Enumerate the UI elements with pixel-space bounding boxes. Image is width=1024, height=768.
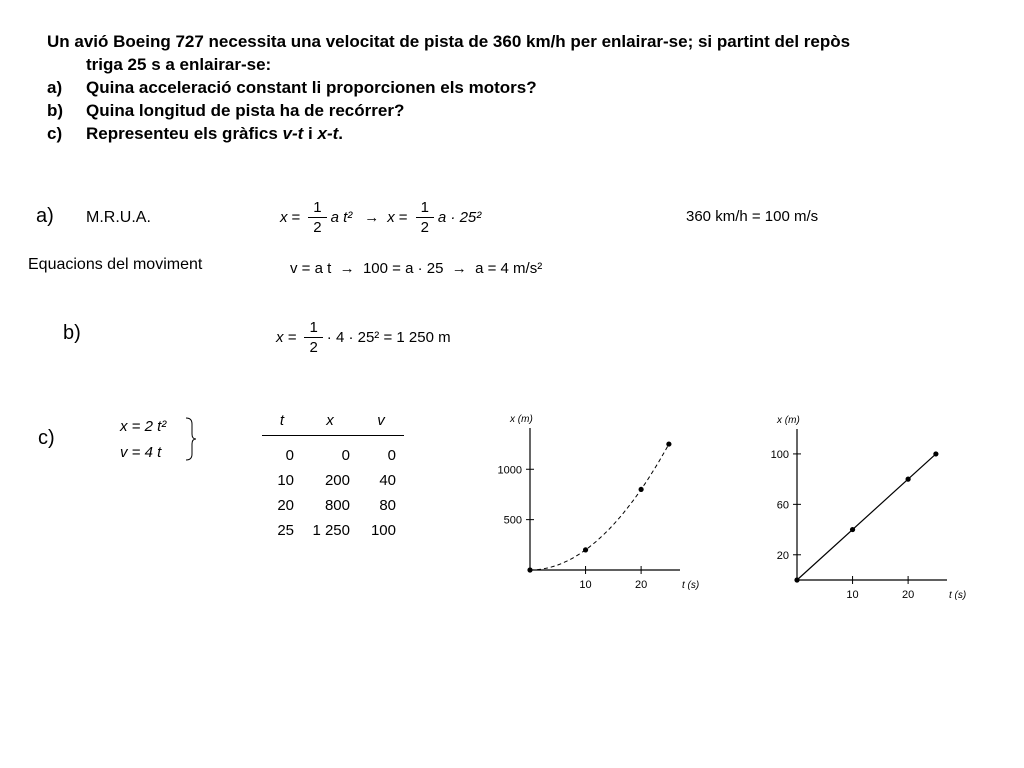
data-point: [933, 451, 938, 456]
movement-type: M.R.U.A.: [86, 209, 151, 226]
eq1-den: 2: [313, 219, 322, 236]
distance-equation: [276, 318, 455, 357]
eq1-fraction: [308, 198, 326, 237]
table-row: [262, 466, 404, 491]
data-point: [639, 487, 644, 492]
table-cell: 10: [277, 471, 294, 489]
velocity-equation: v = a t → 100 = a · 25 → a = 4 m/s²: [290, 260, 543, 277]
question-b-text: Quina longitud de pista ha de recórrer?: [86, 101, 405, 120]
data-point: [666, 441, 671, 446]
table-cell: 0: [285, 446, 294, 464]
y-tick-label: 20: [776, 549, 789, 562]
y-tick-label: 500: [503, 514, 522, 527]
question-a-text: Quina acceleració constant li proporcionen els motors?: [86, 78, 537, 97]
table-cell: 200: [324, 471, 350, 489]
table-header: t: [262, 412, 302, 436]
eqb-lhs: x =: [276, 329, 297, 346]
eq1-eq: =: [291, 209, 301, 226]
question-b: [47, 99, 404, 122]
eq1-den2: 2: [420, 219, 429, 236]
x-tick-label: 20: [901, 589, 915, 601]
part-a-label: a): [36, 205, 54, 227]
question-c-xt: x-t: [317, 124, 339, 143]
question-a-marker: a): [47, 78, 63, 97]
question-c-marker: c): [47, 124, 63, 143]
x-tick-label: 20: [634, 579, 648, 591]
y-axis-label: x (m): [777, 415, 800, 426]
y-tick-label: 60: [776, 499, 789, 512]
series-curve: [530, 444, 669, 570]
brace-icon: [184, 416, 198, 462]
table-cell: 0: [341, 446, 350, 464]
problem-intro-line1: Un avió Boeing 727 necessita una velocitat de pista de 360 km/h per enlairar-se; si partint del repòs: [47, 32, 851, 51]
data-point: [794, 577, 799, 582]
table-cell: 40: [379, 471, 396, 489]
question-c-end: .: [338, 124, 343, 143]
eq1-rhs2: a · 25²: [437, 209, 482, 226]
y-tick-label: 100: [770, 448, 789, 461]
question-c-conj: i: [303, 124, 318, 143]
eq1-x2: x: [387, 209, 395, 226]
values-table: [262, 412, 404, 541]
x-axis-label: t (s): [682, 580, 700, 591]
eqb-den: 2: [309, 339, 318, 356]
question-c: [47, 122, 343, 145]
question-c-vt: v-t: [282, 124, 304, 143]
equations-label: Equacions del moviment: [28, 256, 203, 273]
eq1-rhs: a t²: [330, 209, 353, 226]
question-b-marker: b): [47, 101, 64, 120]
data-point: [850, 527, 855, 532]
part-b-label: b): [63, 322, 81, 344]
eq1-num2: 1: [416, 198, 434, 218]
table-header: v: [358, 412, 404, 436]
table-row: [262, 516, 404, 541]
unit-conversion: 360 km/h = 100 m/s: [686, 208, 819, 225]
eq1-num: 1: [308, 198, 326, 218]
eq1-x: x: [280, 209, 288, 226]
table-row: [262, 436, 404, 467]
question-c-text: Representeu els gràfics: [86, 124, 283, 143]
eq-x-of-t: x = 2 t²: [120, 418, 167, 435]
table-cell: 80: [379, 496, 396, 514]
chart-x-t-parabola: [480, 414, 700, 600]
table-cell: 25: [277, 521, 294, 539]
x-axis-label: t (s): [949, 590, 967, 601]
eqb-fraction: [304, 318, 322, 357]
question-a: [47, 76, 537, 99]
eq1-arrow: →: [364, 209, 380, 226]
problem-intro-line2: triga 25 s a enlairar-se:: [86, 55, 272, 74]
table-cell: 800: [324, 496, 350, 514]
data-point: [583, 547, 588, 552]
table-cell: 0: [387, 446, 396, 464]
chart-linear: [750, 412, 970, 602]
table-cell: 20: [277, 496, 294, 514]
y-axis-label: x (m): [510, 414, 533, 425]
eqb-num: 1: [304, 318, 322, 338]
eqb-rhs: · 4 · 25² = 1 250 m: [326, 329, 451, 346]
table-cell: 100: [370, 521, 396, 539]
y-tick-label: 1000: [497, 464, 522, 477]
eq-v-of-t: v = 4 t: [120, 444, 162, 461]
table-header: x: [302, 412, 358, 436]
part-c-label: c): [38, 427, 55, 449]
x-tick-label: 10: [579, 579, 592, 591]
table-cell: 1 250: [312, 521, 350, 539]
series-line: [797, 454, 936, 580]
data-point: [906, 477, 911, 482]
data-point: [527, 567, 532, 572]
table-header-row: [262, 412, 404, 436]
x-tick-label: 10: [846, 589, 859, 601]
eq1-fraction2: [416, 198, 434, 237]
table-row: [262, 491, 404, 516]
eq1-eq2: =: [398, 209, 408, 226]
position-equation: [280, 198, 485, 237]
